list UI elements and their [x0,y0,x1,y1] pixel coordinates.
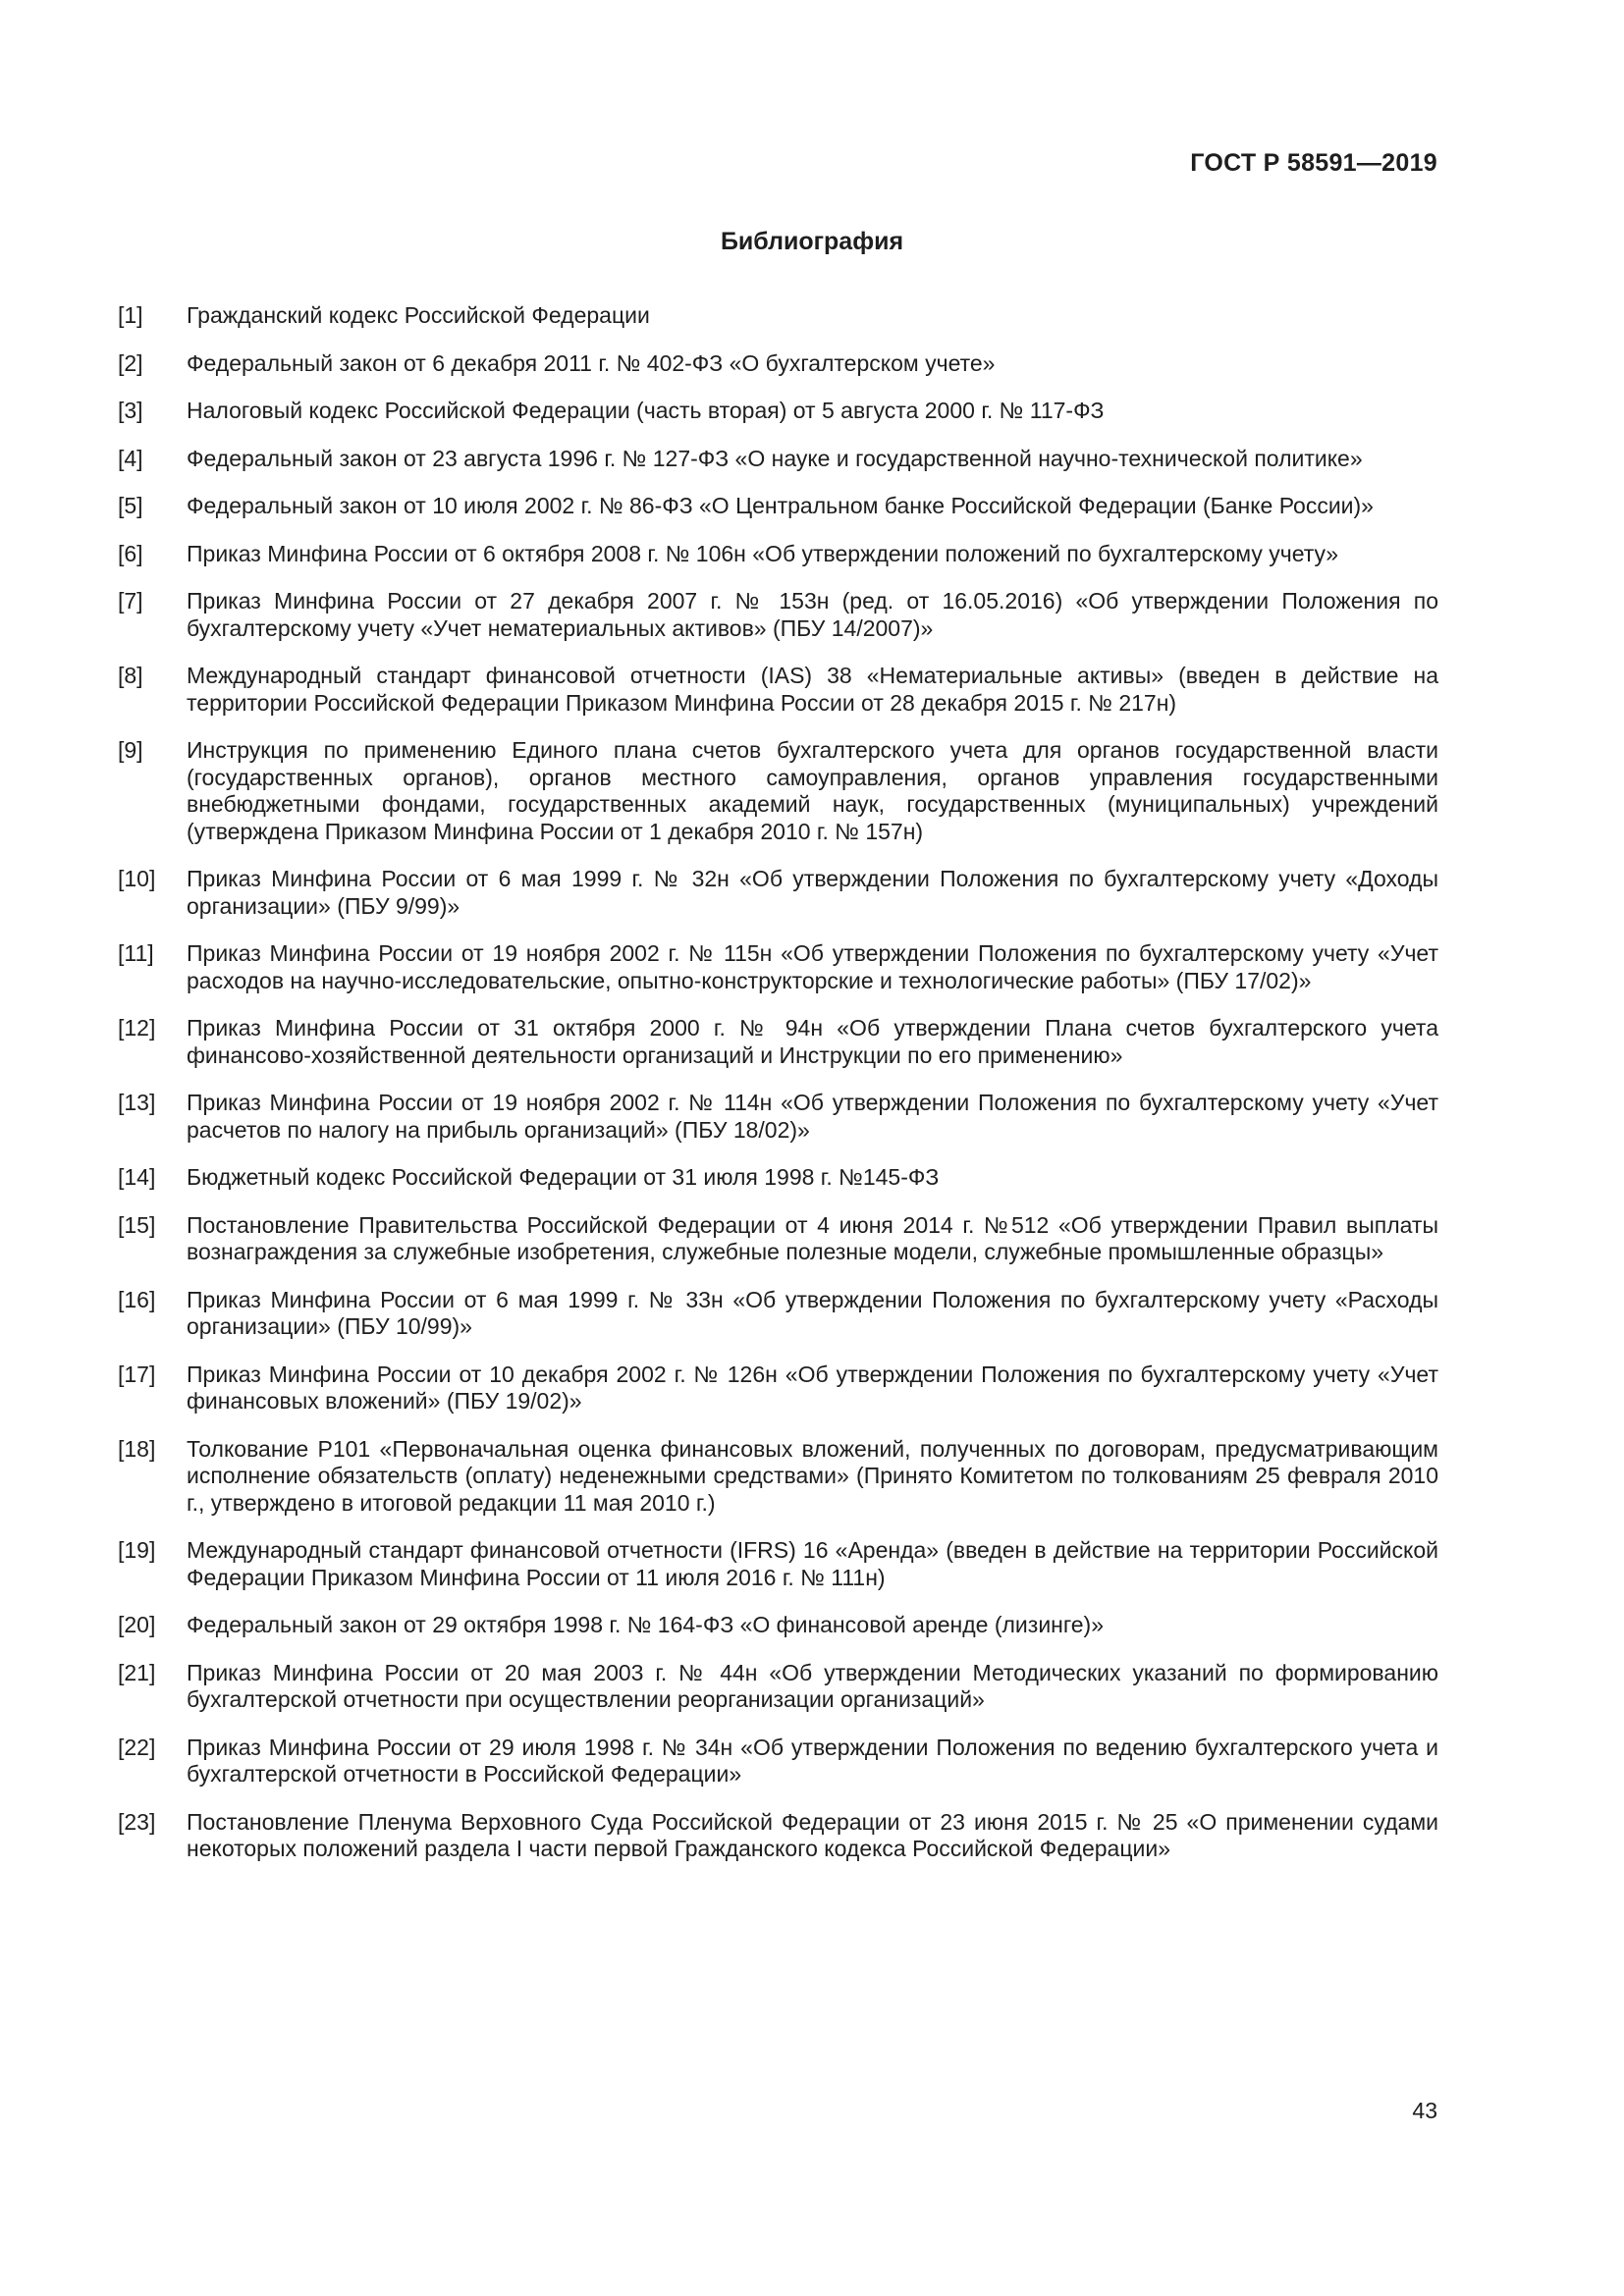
reference-item [118,1287,1438,1341]
reference-text: Международный стандарт финансовой отчетности (IFRS) 16 «Аренда» (введен в действие на территории Российской Федерации Приказом Минфина России от 11 июля 2016 г. № 111н) [187,1537,1438,1590]
reference-item [118,663,1438,717]
reference-number: [9] [118,737,143,763]
reference-item [118,493,1438,520]
reference-text: Приказ Минфина России от 19 ноября 2002 г. № 114н «Об утверждении Положения по бухгалтерскому учету «Учет расчетов по налогу на прибыль организаций» (ПБУ 18/02)» [187,1090,1438,1143]
page-number: 43 [1412,2098,1437,2123]
reference-number: [18] [118,1435,156,1462]
reference-text: Налоговый кодекс Российской Федерации (часть вторая) от 5 августа 2000 г. № 117-ФЗ [187,398,1105,423]
reference-text: Федеральный закон от 6 декабря 2011 г. № 402-ФЗ «О бухгалтерском учете» [187,349,996,376]
reference-item [118,1164,1438,1192]
reference-number: [23] [118,1808,156,1835]
reference-text: Толкование Р101 «Первоначальная оценка финансовых вложений, полученных по договорам, предусматривающим исполнение обязательств (оплату) неденежными средствами» (Принято Комитетом по толкованиям 25 февраля 2010 г., утверждено в итоговой редакции 11 мая 2010 г.) [187,1435,1438,1516]
reference-item [118,866,1438,920]
reference-text: Приказ Минфина России от 31 октября 2000 г. № 94н «Об утверждении Плана счетов бухгалтерского учета финансово-хозяйственной деятельности организаций и Инструкции по его применению» [187,1015,1438,1068]
reference-text: Постановление Правительства Российской Федерации от 4 июня 2014 г. №512 «Об утверждении Правил выплаты вознаграждения за служебные изобретения, служебные полезные модели, служебные промышленные образцы» [187,1211,1438,1264]
reference-number: [21] [118,1659,156,1685]
reference-number: [2] [118,349,143,376]
reference-text: Приказ Минфина России от 6 мая 1999 г. № 32н «Об утверждении Положения по бухгалтерскому учету «Доходы организации» (ПБУ 9/99)» [187,866,1438,919]
reference-text: Приказ Минфина России от 10 декабря 2002 г. № 126н «Об утверждении Положения по бухгалтерскому учету «Учет финансовых вложений» (ПБУ 19/02)» [187,1361,1438,1414]
reference-number: [8] [118,663,143,688]
reference-number: [3] [118,398,143,423]
reference-number: [6] [118,540,143,566]
reference-item [118,398,1438,425]
reference-text: Приказ Минфина России от 20 мая 2003 г. № 44н «Об утверждении Методических указаний по формированию бухгалтерской отчетности при осуществлении реорганизации организаций» [187,1659,1438,1712]
reference-item [118,1362,1438,1415]
reference-number: [13] [118,1090,156,1115]
reference-number: [7] [118,588,143,614]
reference-text: Приказ Минфина России от 6 мая 1999 г. № 33н «Об утверждении Положения по бухгалтерскому учету «Расходы организации» (ПБУ 10/99)» [187,1286,1438,1339]
reference-item [118,588,1438,642]
reference-text: Приказ Минфина России от 29 июля 1998 г. № 34н «Об утверждении Положения по ведению бухгалтерского учета и бухгалтерской отчетности в Российской Федерации» [187,1734,1438,1787]
reference-number: [20] [118,1612,156,1637]
reference-text: Федеральный закон от 29 октября 1998 г. № 164-ФЗ «О финансовой аренде (лизинге)» [187,1612,1105,1637]
bibliography-list [118,302,1438,1884]
reference-text: Приказ Минфина России от 19 ноября 2002 г. № 115н «Об утверждении Положения по бухгалтерскому учету «Учет расходов на научно-исследовательские, опытно-конструкторские и технологические работы» (ПБУ 17/02)» [187,940,1438,993]
reference-item [118,302,1438,330]
reference-number: [17] [118,1361,156,1387]
reference-number: [16] [118,1286,156,1312]
reference-item [118,350,1438,378]
reference-item [118,1015,1438,1069]
reference-text: Постановление Пленума Верховного Суда Российской Федерации от 23 июня 2015 г. № 25 «О применении судами некоторых положений раздела I части первой Гражданского кодекса Российской Федерации» [187,1808,1438,1861]
reference-item [118,737,1438,845]
reference-number: [5] [118,493,143,518]
reference-item [118,1212,1438,1266]
reference-number: [15] [118,1211,156,1238]
reference-text: Федеральный закон от 23 августа 1996 г. № 127-ФЗ «О науке и государственной научно-технической политике» [187,445,1363,471]
reference-text: Бюджетный кодекс Российской Федерации от 31 июля 1998 г. №145-ФЗ [187,1164,940,1190]
reference-number: [4] [118,445,143,471]
reference-item [118,1612,1438,1639]
reference-number: [19] [118,1537,156,1563]
reference-item [118,1660,1438,1714]
reference-number: [11] [118,940,154,966]
reference-item [118,541,1438,568]
reference-item [118,1809,1438,1863]
reference-text: Гражданский кодекс Российской Федерации [187,302,650,328]
reference-text: Приказ Минфина России от 27 декабря 2007 г. № 153н (ред. от 16.05.2016) «Об утверждении Положения по бухгалтерскому учету «Учет нематериальных активов» (ПБУ 14/2007)» [187,588,1438,641]
reference-item [118,1090,1438,1144]
reference-text: Приказ Минфина России от 6 октября 2008 г. № 106н «Об утверждении положений по бухгалтерскому учету» [187,540,1339,566]
reference-text: Инструкция по применению Единого плана счетов бухгалтерского учета для органов государственной власти (государственных органов), органов местного самоуправления, органов управления государственными внебюджетными фондами, государственных академий наук, государственных (муниципальных) учреждений (утверждена Приказом Минфина России от 1 декабря 2010 г. № 157н) [187,737,1438,844]
reference-item [118,1436,1438,1518]
reference-item [118,1735,1438,1789]
reference-number: [12] [118,1015,156,1041]
reference-number: [1] [118,302,143,328]
reference-number: [22] [118,1734,156,1760]
reference-item [118,1537,1438,1591]
reference-item [118,446,1438,473]
reference-number: [14] [118,1164,156,1190]
reference-text: Федеральный закон от 10 июля 2002 г. № 86-ФЗ «О Центральном банке Российской Федерации (Банке России)» [187,493,1374,518]
reference-item [118,940,1438,994]
reference-number: [10] [118,866,156,891]
reference-text: Международный стандарт финансовой отчетности (IAS) 38 «Нематериальные активы» (введен в действие на территории Российской Федерации Приказом Минфина России от 28 декабря 2015 г. № 217н) [187,663,1438,716]
document-id: ГОСТ Р 58591—2019 [1190,149,1437,177]
bibliography-title: Библиография [720,228,904,255]
